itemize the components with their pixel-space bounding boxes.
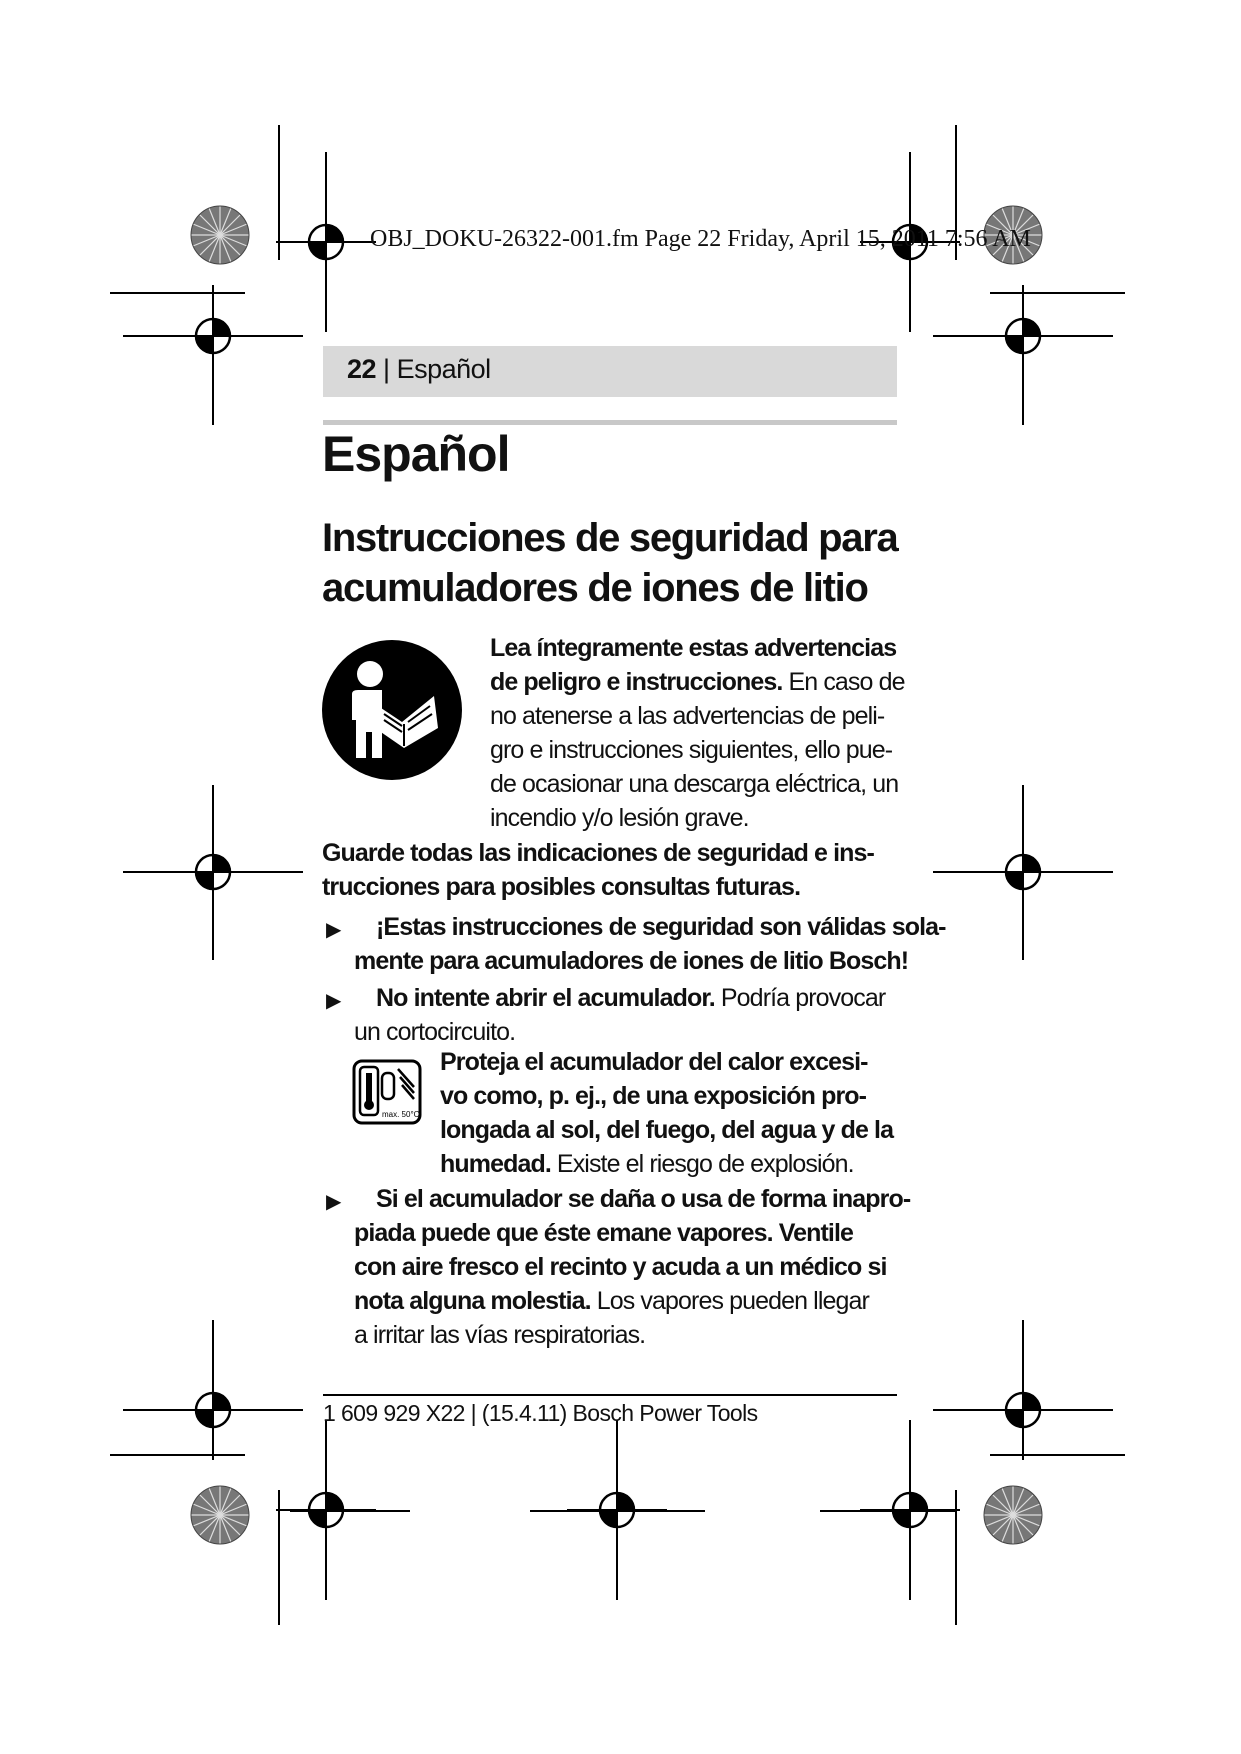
page-footer: 1 609 929 X22 | (15.4.11) Bosch Power Tools [323, 1400, 758, 1426]
bullet-1-line-2: mente para acumuladores de iones de litio Bosch! [354, 947, 909, 975]
read-line-2: de peligro e instrucciones. En caso de [490, 668, 905, 696]
bullet-arrow-icon: ▶ [326, 919, 342, 941]
bullet-2-line-2: un cortocircuito. [354, 1018, 516, 1046]
section-heading-line-2: acumuladores de iones de litio [322, 566, 868, 610]
read-manual-icon [322, 640, 462, 780]
bullet-1-line-1: ¡Estas instrucciones de seguridad son válidas sola- [376, 913, 946, 941]
crop-line [1022, 285, 1024, 425]
crop-line [820, 1510, 955, 1512]
save-note-line-2: trucciones para posibles consultas futuras. [322, 873, 801, 901]
read-line-3: no atenerse a las advertencias de peli- [490, 702, 885, 730]
header-section: Español [396, 354, 491, 384]
bullet-3-line-2: piada puede que éste emane vapores. Ventile [354, 1219, 854, 1247]
read-line-5: de ocasionar una descarga eléctrica, un [490, 770, 899, 798]
crop-line [212, 285, 214, 425]
bullet-arrow-icon: ▶ [326, 990, 342, 1012]
heat-icon-label: max. 50°C [382, 1110, 420, 1119]
bullet-3-line-1: Si el acumulador se daña o usa de forma inapro- [376, 1185, 911, 1213]
crop-line [212, 785, 214, 960]
page-header [347, 354, 491, 385]
heat-line-3: longada al sol, del fuego, del agua y de la [440, 1116, 894, 1144]
slug-line: OBJ_DOKU-26322-001.fm Page 22 Friday, April 15, 2011 7:56 AM [370, 226, 1031, 252]
bullet-3-line-4: nota alguna molestia. Los vapores pueden llegar [354, 1287, 869, 1315]
bullet-2-line-1: No intente abrir el acumulador. Podría provocar [376, 984, 886, 1012]
footer-rule [323, 1394, 897, 1396]
crop-line [290, 1510, 410, 1512]
heat-line-4: humedad. Existe el riesgo de explosión. [440, 1150, 854, 1178]
read-line-1: Lea íntegramente estas advertencias [490, 634, 897, 662]
star-target-icon [190, 1485, 250, 1545]
crop-line [530, 1510, 705, 1512]
star-target-icon [190, 205, 250, 265]
crop-line [212, 1320, 214, 1460]
page-title: Español [322, 426, 510, 482]
heat-line-1: Proteja el acumulador del calor excesi- [440, 1048, 868, 1076]
crop-line [1022, 1320, 1024, 1460]
bullet-3-line-5: a irritar las vías respiratorias. [354, 1321, 646, 1349]
bullet-3-line-3: con aire fresco el recinto y acuda a un médico si [354, 1253, 887, 1281]
read-line-6: incendio y/o lesión grave. [490, 804, 749, 832]
section-heading-line-1: Instrucciones de seguridad para [322, 516, 898, 560]
heat-line-2: vo como, p. ej., de una exposición pro- [440, 1082, 867, 1110]
heat-protection-icon [352, 1057, 422, 1127]
star-target-icon [983, 1485, 1043, 1545]
crop-line [1022, 785, 1024, 960]
read-line-4: gro e instrucciones siguientes, ello pue- [490, 736, 893, 764]
save-note-line-1: Guarde todas las indicaciones de seguridad e ins- [322, 839, 874, 867]
page-number: 22 [347, 354, 377, 384]
header-separator: | [376, 354, 397, 384]
bullet-arrow-icon: ▶ [326, 1191, 342, 1213]
